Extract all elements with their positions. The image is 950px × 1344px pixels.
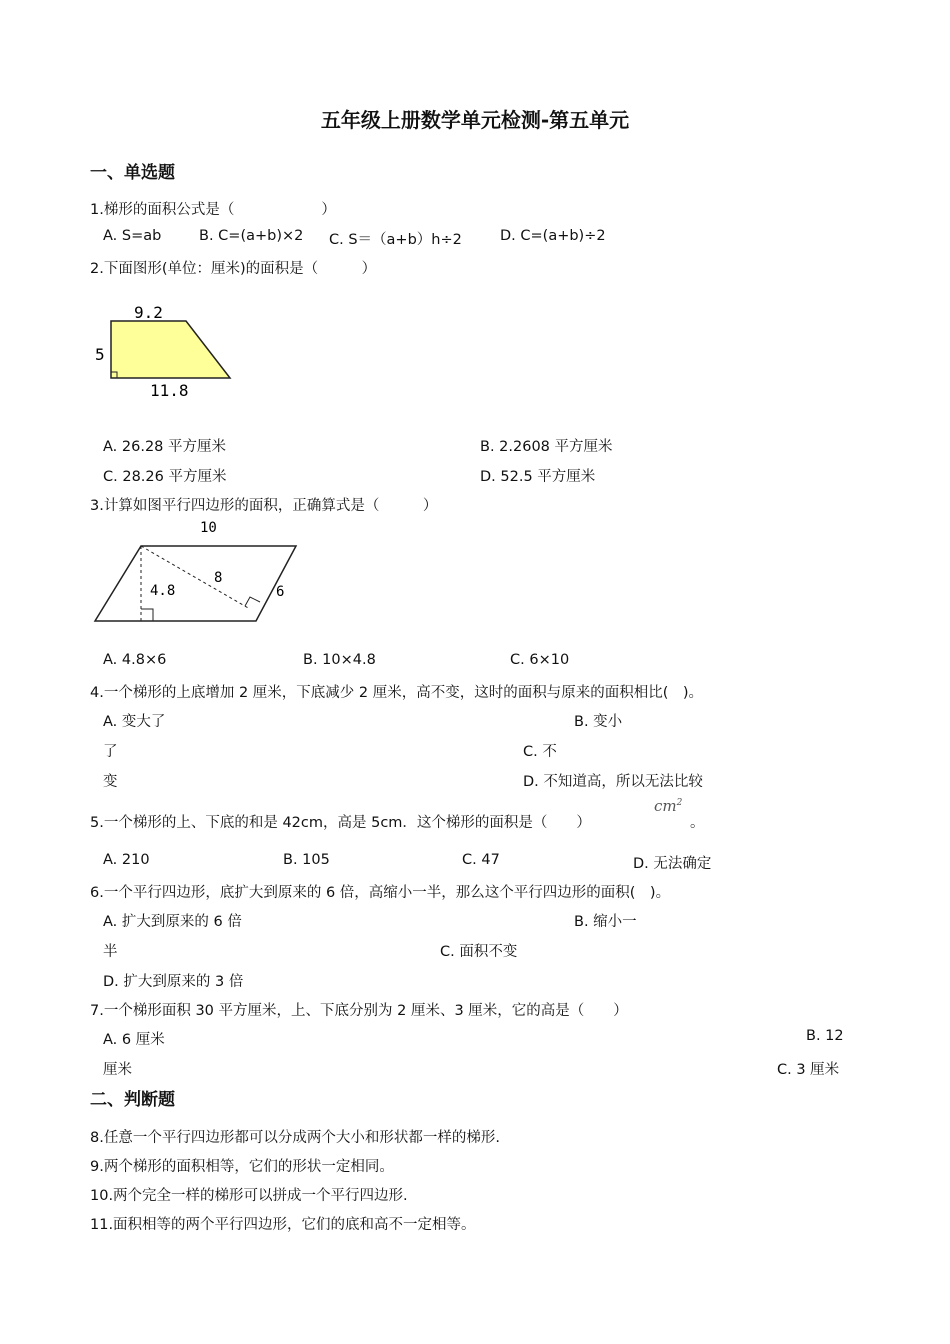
page-title: 五年级上册数学单元检测-第五单元 xyxy=(320,108,630,132)
q4-option-b-wrap: 了 xyxy=(103,744,118,760)
q6-option-d[interactable]: D. 扩大到原来的 3 倍 xyxy=(103,974,244,990)
question-5: 5.一个梯形的上、下底的和是 42cm，高是 5cm．这个梯形的面积是（ ） xyxy=(90,815,591,831)
q2-option-c[interactable]: C. 28.26 平方厘米 xyxy=(103,469,227,485)
q2-option-b[interactable]: B. 2.2608 平方厘米 xyxy=(480,439,613,455)
q6-option-b-wrap: 半 xyxy=(103,944,118,960)
question-6: 6.一个平行四边形，底扩大到原来的 6 倍，高缩小一半，那么这个平行四边形的面积( )。 xyxy=(90,885,671,901)
right-angle-mark-bottom xyxy=(141,609,153,621)
trapezoid-figure xyxy=(90,298,250,406)
q6-option-b[interactable]: B. 缩小一 xyxy=(574,914,637,930)
parallelogram-diag-label: 8 xyxy=(214,570,223,586)
trapezoid-top-label: 9.2 xyxy=(134,303,163,322)
unit-sup: 2 xyxy=(676,798,683,808)
section-heading-judgement: 二、判断题 xyxy=(90,1090,175,1110)
q5-option-c[interactable]: C. 47 xyxy=(462,852,500,868)
q7-option-b-wrap: 厘米 xyxy=(103,1062,132,1078)
perpendicular-line xyxy=(141,546,250,609)
question-10: 10.两个完全一样的梯形可以拼成一个平行四边形. xyxy=(90,1188,408,1204)
unit-cm-text: cm xyxy=(654,797,677,815)
q2-option-a[interactable]: A. 26.28 平方厘米 xyxy=(103,439,227,455)
q4-option-c[interactable]: C. 不 xyxy=(523,744,557,760)
q1-option-c[interactable]: C. S＝（a+b）h÷2 xyxy=(329,232,462,248)
right-angle-mark-side xyxy=(245,597,260,606)
parallelogram-side-label: 6 xyxy=(276,584,285,600)
q7-option-a[interactable]: A. 6 厘米 xyxy=(103,1032,165,1048)
q5-option-b[interactable]: B. 105 xyxy=(283,852,330,868)
section-heading-single-choice: 一、单选题 xyxy=(90,163,175,183)
question-3: 3.计算如图平行四边形的面积，正确算式是（ ） xyxy=(90,498,438,514)
q4-option-d[interactable]: D. 不知道高，所以无法比较 xyxy=(523,774,703,790)
parallelogram-top-label: 10 xyxy=(200,520,217,536)
question-1: 1.梯形的面积公式是（ ） xyxy=(90,202,336,218)
q5-option-a[interactable]: A. 210 xyxy=(103,852,150,868)
parallelogram-shape xyxy=(95,546,296,621)
q3-option-b[interactable]: B. 10×4.8 xyxy=(303,652,376,668)
parallelogram-height-label: 4.8 xyxy=(150,583,176,599)
trapezoid-left-label: 5 xyxy=(95,345,105,364)
q2-option-d[interactable]: D. 52.5 平方厘米 xyxy=(480,469,596,485)
unit-cm2 xyxy=(654,797,682,815)
trapezoid-bottom-label: 11.8 xyxy=(150,381,189,400)
q4-option-b[interactable]: B. 变小 xyxy=(574,714,623,730)
q7-option-c[interactable]: C. 3 厘米 xyxy=(777,1062,840,1078)
question-2: 2.下面图形(单位：厘米)的面积是（ ） xyxy=(90,261,377,277)
q6-option-a[interactable]: A. 扩大到原来的 6 倍 xyxy=(103,914,242,930)
parallelogram-figure xyxy=(90,515,305,627)
question-11: 11.面积相等的两个平行四边形，它们的底和高不一定相等。 xyxy=(90,1217,476,1233)
q1-option-d[interactable]: D. C=(a+b)÷2 xyxy=(500,228,606,244)
trapezoid-shape xyxy=(111,321,230,378)
q3-option-a[interactable]: A. 4.8×6 xyxy=(103,652,167,668)
q4-option-c-wrap: 变 xyxy=(103,774,118,790)
q3-option-c[interactable]: C. 6×10 xyxy=(510,652,570,668)
q7-option-b[interactable]: B. 12 xyxy=(806,1028,844,1044)
question-5-end: 。 xyxy=(690,815,705,831)
question-4: 4.一个梯形的上底增加 2 厘米，下底减少 2 厘米，高不变，这时的面积与原来的面积相比( )。 xyxy=(90,685,704,701)
q6-option-c[interactable]: C. 面积不变 xyxy=(440,944,518,960)
question-9: 9.两个梯形的面积相等，它们的形状一定相同。 xyxy=(90,1159,394,1175)
question-7: 7.一个梯形面积 30 平方厘米，上、下底分别为 2 厘米、3 厘米，它的高是（ ） xyxy=(90,1003,628,1019)
question-8: 8.任意一个平行四边形都可以分成两个大小和形状都一样的梯形. xyxy=(90,1130,500,1146)
q1-option-a[interactable]: A. S=ab xyxy=(103,228,162,244)
q1-option-b[interactable]: B. C=(a+b)×2 xyxy=(199,228,304,244)
q5-option-d[interactable]: D. 无法确定 xyxy=(633,856,712,872)
q4-option-a[interactable]: A. 变大了 xyxy=(103,714,166,730)
